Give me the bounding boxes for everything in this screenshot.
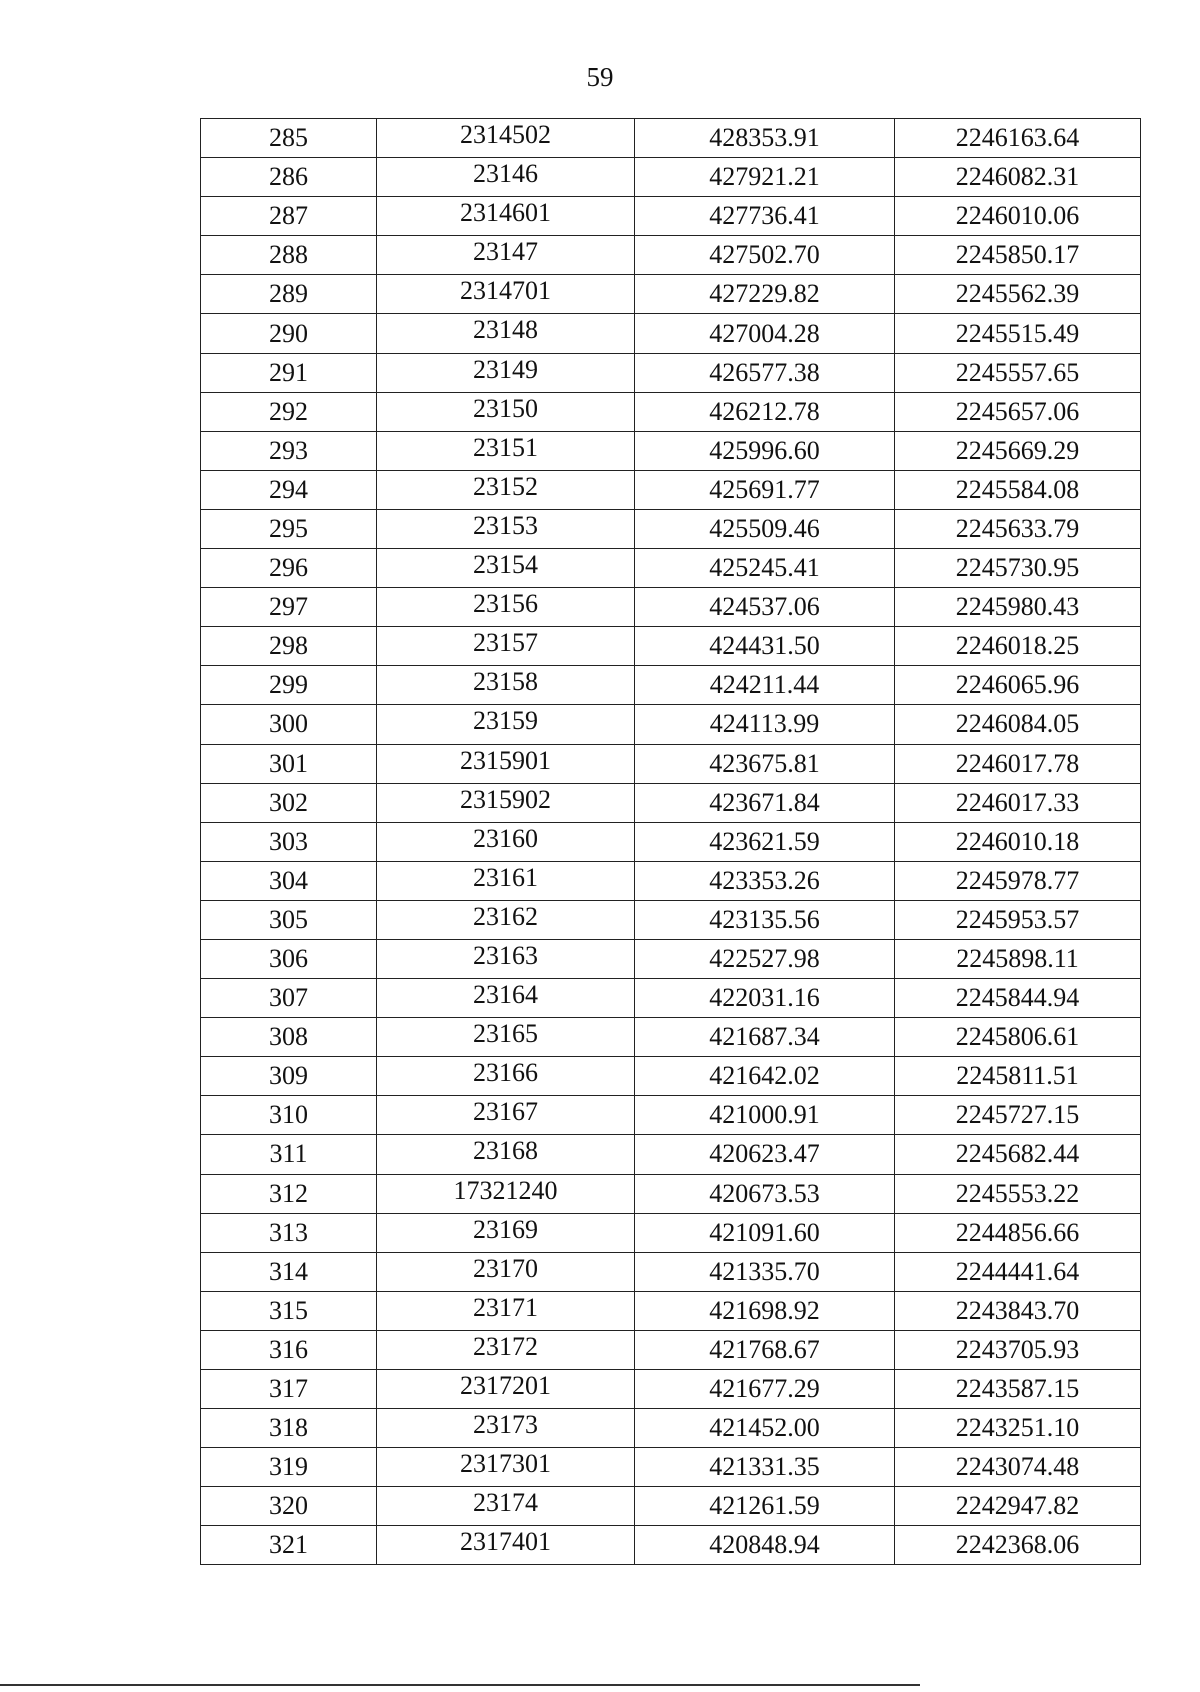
point-id-cell: 23172 — [377, 1330, 635, 1369]
y-coordinate-cell: 2246084.05 — [895, 705, 1141, 744]
x-coordinate-cell: 424431.50 — [635, 627, 895, 666]
table-row — [201, 158, 1141, 197]
point-id-cell: 23156 — [377, 588, 635, 627]
row-number-cell: 289 — [201, 275, 377, 314]
y-coordinate-cell: 2245633.79 — [895, 509, 1141, 548]
coordinates-table-body — [201, 119, 1141, 1565]
coordinates-table — [200, 118, 1141, 1565]
y-coordinate-cell: 2245730.95 — [895, 549, 1141, 588]
table-row — [201, 1487, 1141, 1526]
y-coordinate-cell: 2245657.06 — [895, 392, 1141, 431]
row-number-cell: 298 — [201, 627, 377, 666]
x-coordinate-cell: 423671.84 — [635, 783, 895, 822]
y-coordinate-cell: 2243587.15 — [895, 1370, 1141, 1409]
y-coordinate-cell: 2243251.10 — [895, 1409, 1141, 1448]
point-id-cell: 23171 — [377, 1291, 635, 1330]
x-coordinate-cell: 426212.78 — [635, 392, 895, 431]
x-coordinate-cell: 427004.28 — [635, 314, 895, 353]
table-row — [201, 822, 1141, 861]
y-coordinate-cell: 2244856.66 — [895, 1213, 1141, 1252]
y-coordinate-cell: 2246065.96 — [895, 666, 1141, 705]
x-coordinate-cell: 428353.91 — [635, 119, 895, 158]
point-id-cell: 2314601 — [377, 197, 635, 236]
point-id-cell: 23169 — [377, 1213, 635, 1252]
table-row — [201, 1057, 1141, 1096]
y-coordinate-cell: 2245953.57 — [895, 900, 1141, 939]
x-coordinate-cell: 421335.70 — [635, 1252, 895, 1291]
row-number-cell: 318 — [201, 1409, 377, 1448]
point-id-cell: 23167 — [377, 1096, 635, 1135]
row-number-cell: 308 — [201, 1018, 377, 1057]
x-coordinate-cell: 427229.82 — [635, 275, 895, 314]
y-coordinate-cell: 2246017.78 — [895, 744, 1141, 783]
row-number-cell: 313 — [201, 1213, 377, 1252]
y-coordinate-cell: 2245562.39 — [895, 275, 1141, 314]
table-row — [201, 1096, 1141, 1135]
row-number-cell: 300 — [201, 705, 377, 744]
table-row — [201, 1330, 1141, 1369]
point-id-cell: 23148 — [377, 314, 635, 353]
table-row — [201, 1213, 1141, 1252]
table-row — [201, 979, 1141, 1018]
point-id-cell: 2315901 — [377, 744, 635, 783]
table-row — [201, 1018, 1141, 1057]
y-coordinate-cell: 2245980.43 — [895, 588, 1141, 627]
point-id-cell: 23161 — [377, 861, 635, 900]
y-coordinate-cell: 2246017.33 — [895, 783, 1141, 822]
point-id-cell: 23152 — [377, 470, 635, 509]
y-coordinate-cell: 2246018.25 — [895, 627, 1141, 666]
point-id-cell: 2314502 — [377, 119, 635, 158]
row-number-cell: 299 — [201, 666, 377, 705]
table-row — [201, 275, 1141, 314]
table-row — [201, 900, 1141, 939]
row-number-cell: 321 — [201, 1526, 377, 1565]
page-number: 59 — [586, 62, 614, 92]
x-coordinate-cell: 424211.44 — [635, 666, 895, 705]
table-row — [201, 627, 1141, 666]
y-coordinate-cell: 2244441.64 — [895, 1252, 1141, 1291]
y-coordinate-cell: 2243074.48 — [895, 1448, 1141, 1487]
table-row — [201, 1409, 1141, 1448]
row-number-cell: 287 — [201, 197, 377, 236]
table-row — [201, 744, 1141, 783]
y-coordinate-cell: 2245557.65 — [895, 353, 1141, 392]
x-coordinate-cell: 421331.35 — [635, 1448, 895, 1487]
table-row — [201, 939, 1141, 978]
x-coordinate-cell: 424113.99 — [635, 705, 895, 744]
point-id-cell: 2317301 — [377, 1448, 635, 1487]
x-coordinate-cell: 421642.02 — [635, 1057, 895, 1096]
y-coordinate-cell: 2245682.44 — [895, 1135, 1141, 1174]
row-number-cell: 306 — [201, 939, 377, 978]
table-row — [201, 1174, 1141, 1213]
point-id-cell: 23174 — [377, 1487, 635, 1526]
y-coordinate-cell: 2242947.82 — [895, 1487, 1141, 1526]
y-coordinate-cell: 2246163.64 — [895, 119, 1141, 158]
x-coordinate-cell: 421768.67 — [635, 1330, 895, 1369]
row-number-cell: 288 — [201, 236, 377, 275]
row-number-cell: 295 — [201, 509, 377, 548]
row-number-cell: 286 — [201, 158, 377, 197]
point-id-cell: 23160 — [377, 822, 635, 861]
y-coordinate-cell: 2243705.93 — [895, 1330, 1141, 1369]
point-id-cell: 23159 — [377, 705, 635, 744]
x-coordinate-cell: 421000.91 — [635, 1096, 895, 1135]
x-coordinate-cell: 420623.47 — [635, 1135, 895, 1174]
x-coordinate-cell: 425509.46 — [635, 509, 895, 548]
point-id-cell: 2317401 — [377, 1526, 635, 1565]
x-coordinate-cell: 421687.34 — [635, 1018, 895, 1057]
y-coordinate-cell: 2245850.17 — [895, 236, 1141, 275]
point-id-cell: 23164 — [377, 979, 635, 1018]
y-coordinate-cell: 2242368.06 — [895, 1526, 1141, 1565]
table-row — [201, 197, 1141, 236]
footer-rule — [0, 1684, 920, 1686]
y-coordinate-cell: 2243843.70 — [895, 1291, 1141, 1330]
x-coordinate-cell: 422031.16 — [635, 979, 895, 1018]
point-id-cell: 23158 — [377, 666, 635, 705]
x-coordinate-cell: 427921.21 — [635, 158, 895, 197]
y-coordinate-cell: 2245811.51 — [895, 1057, 1141, 1096]
point-id-cell: 23168 — [377, 1135, 635, 1174]
x-coordinate-cell: 420673.53 — [635, 1174, 895, 1213]
y-coordinate-cell: 2245727.15 — [895, 1096, 1141, 1135]
y-coordinate-cell: 2245515.49 — [895, 314, 1141, 353]
x-coordinate-cell: 426577.38 — [635, 353, 895, 392]
y-coordinate-cell: 2245978.77 — [895, 861, 1141, 900]
point-id-cell: 23150 — [377, 392, 635, 431]
table-row — [201, 1135, 1141, 1174]
row-number-cell: 302 — [201, 783, 377, 822]
table-row — [201, 353, 1141, 392]
row-number-cell: 317 — [201, 1370, 377, 1409]
y-coordinate-cell: 2245669.29 — [895, 431, 1141, 470]
table-row — [201, 1448, 1141, 1487]
point-id-cell: 23153 — [377, 509, 635, 548]
row-number-cell: 303 — [201, 822, 377, 861]
x-coordinate-cell: 421677.29 — [635, 1370, 895, 1409]
row-number-cell: 285 — [201, 119, 377, 158]
table-row — [201, 119, 1141, 158]
x-coordinate-cell: 425996.60 — [635, 431, 895, 470]
row-number-cell: 305 — [201, 900, 377, 939]
row-number-cell: 309 — [201, 1057, 377, 1096]
row-number-cell: 293 — [201, 431, 377, 470]
x-coordinate-cell: 427502.70 — [635, 236, 895, 275]
x-coordinate-cell: 421698.92 — [635, 1291, 895, 1330]
x-coordinate-cell: 422527.98 — [635, 939, 895, 978]
y-coordinate-cell: 2245806.61 — [895, 1018, 1141, 1057]
row-number-cell: 294 — [201, 470, 377, 509]
x-coordinate-cell: 423353.26 — [635, 861, 895, 900]
table-row — [201, 705, 1141, 744]
y-coordinate-cell: 2246010.06 — [895, 197, 1141, 236]
row-number-cell: 310 — [201, 1096, 377, 1135]
row-number-cell: 296 — [201, 549, 377, 588]
point-id-cell: 23162 — [377, 900, 635, 939]
row-number-cell: 304 — [201, 861, 377, 900]
x-coordinate-cell: 421452.00 — [635, 1409, 895, 1448]
table-row — [201, 236, 1141, 275]
table-row — [201, 861, 1141, 900]
x-coordinate-cell: 427736.41 — [635, 197, 895, 236]
row-number-cell: 319 — [201, 1448, 377, 1487]
row-number-cell: 316 — [201, 1330, 377, 1369]
row-number-cell: 311 — [201, 1135, 377, 1174]
y-coordinate-cell: 2245553.22 — [895, 1174, 1141, 1213]
y-coordinate-cell: 2245584.08 — [895, 470, 1141, 509]
row-number-cell: 291 — [201, 353, 377, 392]
table-row — [201, 666, 1141, 705]
row-number-cell: 297 — [201, 588, 377, 627]
table-row — [201, 1252, 1141, 1291]
point-id-cell: 23163 — [377, 939, 635, 978]
point-id-cell: 23157 — [377, 627, 635, 666]
table-row — [201, 509, 1141, 548]
x-coordinate-cell: 425691.77 — [635, 470, 895, 509]
point-id-cell: 17321240 — [377, 1174, 635, 1213]
table-row — [201, 314, 1141, 353]
point-id-cell: 23173 — [377, 1409, 635, 1448]
x-coordinate-cell: 424537.06 — [635, 588, 895, 627]
point-id-cell: 2315902 — [377, 783, 635, 822]
table-row — [201, 470, 1141, 509]
point-id-cell: 23149 — [377, 353, 635, 392]
row-number-cell: 301 — [201, 744, 377, 783]
point-id-cell: 23154 — [377, 549, 635, 588]
point-id-cell: 2317201 — [377, 1370, 635, 1409]
point-id-cell: 23151 — [377, 431, 635, 470]
x-coordinate-cell: 421091.60 — [635, 1213, 895, 1252]
y-coordinate-cell: 2245844.94 — [895, 979, 1141, 1018]
table-row — [201, 431, 1141, 470]
table-row — [201, 783, 1141, 822]
point-id-cell: 23146 — [377, 158, 635, 197]
y-coordinate-cell: 2246010.18 — [895, 822, 1141, 861]
point-id-cell: 23170 — [377, 1252, 635, 1291]
table-row — [201, 588, 1141, 627]
x-coordinate-cell: 423675.81 — [635, 744, 895, 783]
row-number-cell: 315 — [201, 1291, 377, 1330]
y-coordinate-cell: 2246082.31 — [895, 158, 1141, 197]
x-coordinate-cell: 421261.59 — [635, 1487, 895, 1526]
x-coordinate-cell: 420848.94 — [635, 1526, 895, 1565]
row-number-cell: 307 — [201, 979, 377, 1018]
table-row — [201, 1370, 1141, 1409]
table-row — [201, 392, 1141, 431]
row-number-cell: 292 — [201, 392, 377, 431]
row-number-cell: 290 — [201, 314, 377, 353]
row-number-cell: 312 — [201, 1174, 377, 1213]
x-coordinate-cell: 423621.59 — [635, 822, 895, 861]
x-coordinate-cell: 423135.56 — [635, 900, 895, 939]
point-id-cell: 23165 — [377, 1018, 635, 1057]
point-id-cell: 2314701 — [377, 275, 635, 314]
point-id-cell: 23147 — [377, 236, 635, 275]
table-row — [201, 549, 1141, 588]
table-row — [201, 1291, 1141, 1330]
row-number-cell: 320 — [201, 1487, 377, 1526]
point-id-cell: 23166 — [377, 1057, 635, 1096]
row-number-cell: 314 — [201, 1252, 377, 1291]
y-coordinate-cell: 2245898.11 — [895, 939, 1141, 978]
table-row — [201, 1526, 1141, 1565]
x-coordinate-cell: 425245.41 — [635, 549, 895, 588]
